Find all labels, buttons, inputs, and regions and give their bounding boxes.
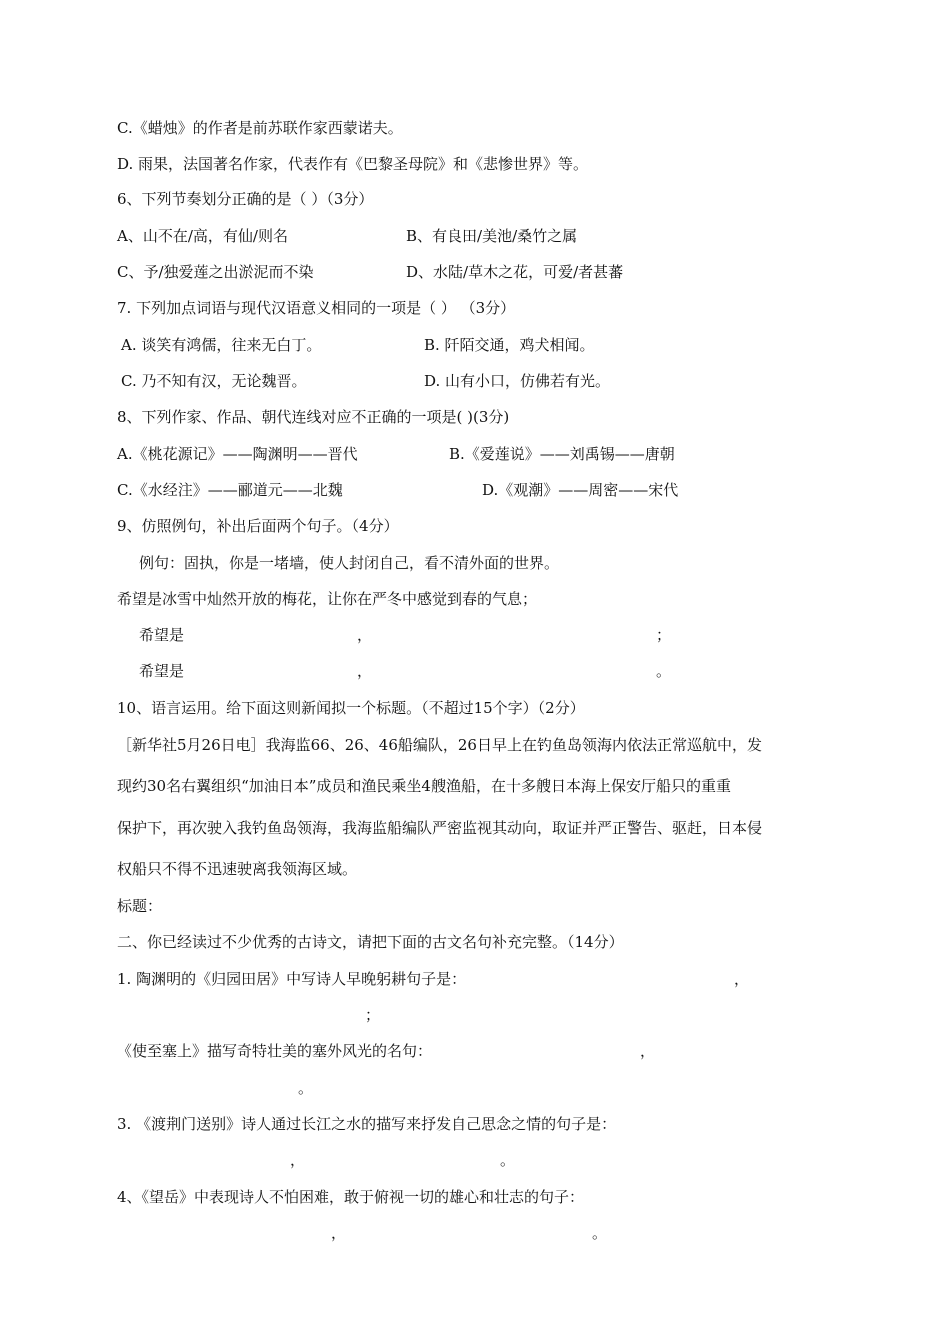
news-line-4: 权船只不得不迅速驶离我领海区域。 bbox=[117, 860, 358, 878]
poem-q4-period: 。 bbox=[592, 1224, 608, 1242]
q7-option-a: A. 谈笑有鸿儒，往来无白丁。 bbox=[121, 336, 322, 354]
q8-option-a: A.《桃花源记》——陶渊明——晋代 bbox=[117, 445, 358, 463]
q9-blank-2-comma: ， bbox=[357, 662, 373, 680]
q6-option-d: D、水陆/草木之花，可爱/者甚蕃 bbox=[406, 263, 624, 281]
question-9: 9、仿照例句，补出后面两个句子。（4分） bbox=[117, 517, 399, 535]
q8-option-c: C.《水经注》——郦道元——北魏 bbox=[117, 481, 343, 499]
poem-q3: 3. 《渡荆门送别》诗人通过长江之水的描写来抒发自己思念之情的句子是： bbox=[117, 1115, 617, 1133]
q9-example: 例句：固执，你是一堵墙，使人封闭自己，看不清外面的世界。 bbox=[139, 554, 560, 572]
q5-option-d: D. 雨果，法国著名作家，代表作有《巴黎圣母院》和《悲惨世界》等。 bbox=[117, 155, 589, 173]
poem-q1: 1. 陶渊明的《归园田居》中写诗人早晚躬耕句子是： bbox=[117, 970, 467, 988]
q6-option-b: B、有良田/美池/桑竹之属 bbox=[406, 227, 578, 245]
poem-q3-period: 。 bbox=[500, 1151, 516, 1169]
poem-q2-comma: ， bbox=[640, 1042, 656, 1060]
q7-option-c: C. 乃不知有汉，无论魏晋。 bbox=[121, 372, 307, 390]
q6-option-c: C、予/独爱莲之出淤泥而不染 bbox=[117, 263, 314, 281]
q7-option-d: D. 山有小口，仿佛若有光。 bbox=[424, 372, 611, 390]
poem-q1-semicolon: ； bbox=[365, 1006, 381, 1024]
news-line-3: 保护下，再次驶入我钓鱼岛领海，我海监船编队严密监视其动向，取证并严正警告、驱赶，日本侵 bbox=[117, 819, 763, 837]
title-answer-label: 标题： bbox=[117, 897, 163, 915]
poem-q4-comma: ， bbox=[331, 1224, 347, 1242]
poem-q3-comma: ， bbox=[290, 1151, 306, 1169]
section-2-heading: 二、你已经读过不少优秀的古诗文，请把下面的古文名句补充完整。（14分） bbox=[117, 933, 624, 951]
question-10: 10、语言运用。给下面这则新闻拟一个标题。（不超过15个字）（2分） bbox=[117, 699, 585, 717]
q5-option-c: C.《蜡烛》的作者是前苏联作家西蒙诺夫。 bbox=[117, 119, 403, 137]
q9-blank-1-end: ； bbox=[656, 626, 672, 644]
poem-q2-period: 。 bbox=[298, 1079, 314, 1097]
q6-option-a: A、山不在/高，有仙/则名 bbox=[117, 227, 288, 245]
poem-q4: 4、《望岳》中表现诗人不怕困难，敢于俯视一切的雄心和壮志的句子： bbox=[117, 1188, 585, 1206]
q9-blank-1-lead: 希望是 bbox=[139, 626, 185, 644]
q9-blank-2-end: 。 bbox=[656, 662, 672, 680]
poem-q2: 《使至塞上》描写奇特壮美的塞外风光的名句： bbox=[117, 1042, 433, 1060]
question-6: 6、下列节奏划分正确的是（ ）（3分） bbox=[117, 190, 374, 208]
news-line-2: 现约30名右翼组织“加油日本”成员和渔民乘坐4艘渔船，在十多艘日本海上保安厅船只的重重 bbox=[117, 777, 731, 795]
poem-q1-comma: ， bbox=[734, 970, 750, 988]
q7-option-b: B. 阡陌交通，鸡犬相闻。 bbox=[424, 336, 595, 354]
q9-given-sentence: 希望是冰雪中灿然开放的梅花，让你在严冬中感觉到春的气息； bbox=[117, 590, 538, 608]
q8-option-d: D.《观潮》——周密——宋代 bbox=[482, 481, 679, 499]
question-7: 7. 下列加点词语与现代汉语意义相同的一项是（ ） （3分） bbox=[117, 299, 516, 317]
q9-blank-2-lead: 希望是 bbox=[139, 662, 185, 680]
question-8: 8、下列作家、作品、朝代连线对应不正确的一项是( )(3分) bbox=[117, 408, 510, 426]
q8-option-b: B.《爱莲说》——刘禹锡——唐朝 bbox=[449, 445, 675, 463]
news-line-1: ［新华社5月26日电］我海监66、26、46船编队，26日早上在钓鱼岛领海内依法正常巡航中，发 bbox=[117, 736, 762, 754]
q9-blank-1-comma: ， bbox=[357, 626, 373, 644]
